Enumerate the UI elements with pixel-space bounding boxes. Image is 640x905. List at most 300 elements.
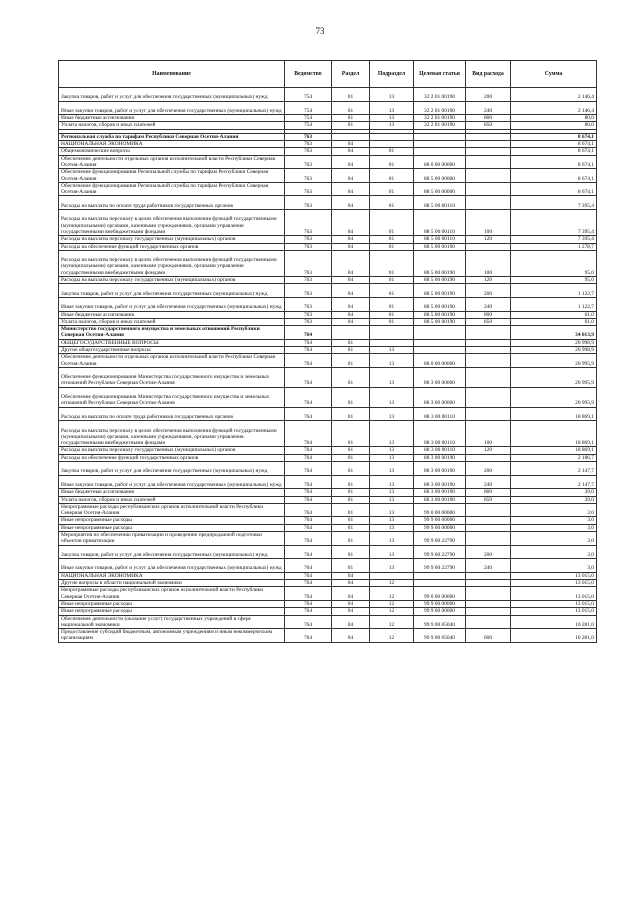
- table-row: [59, 475, 597, 489]
- cell-subsection: 13: [370, 407, 414, 421]
- cell-name: Закупка товаров, работ и услуг для обеспечения государственных (муниципальных) нужд: [59, 88, 285, 102]
- cell-department: 754: [285, 115, 332, 122]
- cell-subsection: 13: [370, 462, 414, 476]
- cell-name: ОБЩЕГОСУДАРСТВЕННЫЕ ВОПРОСЫ: [59, 339, 285, 346]
- table-row: [59, 88, 597, 102]
- cell-sum: 3,0: [511, 545, 597, 559]
- table-row: [59, 243, 597, 250]
- cell-department: 764: [285, 339, 332, 346]
- header-sum: Сумма: [511, 61, 597, 88]
- cell-expense-type: [466, 587, 511, 601]
- cell-section: 04: [332, 615, 370, 629]
- cell-expense-type: [466, 387, 511, 407]
- cell-department: 764: [285, 326, 332, 340]
- cell-department: 764: [285, 545, 332, 559]
- cell-section: 04: [332, 277, 370, 284]
- cell-sum: 18 869,1: [511, 421, 597, 447]
- cell-section: 04: [332, 629, 370, 643]
- cell-name: Иные закупки товаров, работ и услуг для обеспечения государственных (муниципальных) нужд: [59, 297, 285, 311]
- cell-subsection: 13: [370, 367, 414, 387]
- cell-name: Расходы на выплаты персоналу государственных (муниципальных) органов: [59, 277, 285, 284]
- table-row: [59, 489, 597, 496]
- cell-subsection: 01: [370, 236, 414, 243]
- cell-name: Закупка товаров, работ и услуг для обеспечения государственных (муниципальных) нужд: [59, 545, 285, 559]
- cell-name: Непрограммные расходы республиканских органов исполнительной власти Республики Северная Осетия-Алания: [59, 587, 285, 601]
- cell-department: 764: [285, 475, 332, 489]
- cell-target-article: 88 3 00 00110: [414, 407, 466, 421]
- cell-subsection: 01: [370, 148, 414, 155]
- cell-section: 01: [332, 354, 370, 368]
- cell-section: 01: [332, 489, 370, 496]
- table-row: [59, 462, 597, 476]
- cell-section: 01: [332, 475, 370, 489]
- cell-name: Расходы на выплаты персоналу государственных (муниципальных) органов: [59, 236, 285, 243]
- cell-sum: 1 122,7: [511, 284, 597, 298]
- cell-name: НАЦИОНАЛЬНАЯ ЭКОНОМИКА: [59, 572, 285, 579]
- cell-sum: 1 122,7: [511, 297, 597, 311]
- cell-expense-type: [466, 600, 511, 607]
- cell-name: Обеспечение деятельности отдельных органов исполнительной власти Республики Северная Осетия-Алания: [59, 155, 285, 169]
- header-subsection: Подраздел: [370, 61, 414, 88]
- cell-sum: 8 674,1: [511, 155, 597, 169]
- cell-name: Иные закупки товаров, работ и услуг для обеспечения государственных (муниципальных) нужд: [59, 559, 285, 573]
- table-row: [59, 210, 597, 236]
- cell-subsection: 01: [370, 311, 414, 318]
- cell-subsection: 01: [370, 182, 414, 196]
- cell-target-article: 88 3 00 00110: [414, 447, 466, 454]
- cell-target-article: 88 3 00 00190: [414, 462, 466, 476]
- cell-sum: 20 995,9: [511, 387, 597, 407]
- cell-department: 764: [285, 489, 332, 496]
- cell-target-article: 88 3 00 00190: [414, 454, 466, 461]
- table-row: [59, 580, 597, 587]
- cell-target-article: [414, 148, 466, 155]
- cell-sum: 10 281,0: [511, 615, 597, 629]
- cell-department: 764: [285, 387, 332, 407]
- table-row: [59, 615, 597, 629]
- cell-subsection: [370, 133, 414, 140]
- cell-section: 04: [332, 141, 370, 148]
- table-row: [59, 517, 597, 524]
- cell-expense-type: [466, 354, 511, 368]
- cell-subsection: 13: [370, 88, 414, 102]
- cell-subsection: 13: [370, 122, 414, 129]
- cell-target-article: 88 5 00 00190: [414, 243, 466, 250]
- cell-section: 04: [332, 587, 370, 601]
- cell-expense-type: [466, 155, 511, 169]
- cell-name: Предоставление субсидий бюджетным, автономным учреждениям и иным некоммерческим организациям: [59, 629, 285, 643]
- cell-target-article: 88 5 00 00110: [414, 236, 466, 243]
- cell-sum: 13 015,0: [511, 600, 597, 607]
- cell-department: 764: [285, 367, 332, 387]
- table-row: [59, 496, 597, 503]
- cell-target-article: 88 3 00 00000: [414, 367, 466, 387]
- cell-department: 763: [285, 318, 332, 325]
- cell-section: 04: [332, 196, 370, 210]
- cell-expense-type: 120: [466, 236, 511, 243]
- page-number: 73: [315, 26, 325, 36]
- cell-sum: 95,0: [511, 277, 597, 284]
- cell-sum: 13 015,0: [511, 608, 597, 615]
- cell-expense-type: 240: [466, 101, 511, 115]
- cell-department: 763: [285, 141, 332, 148]
- cell-subsection: 13: [370, 532, 414, 546]
- cell-section: 04: [332, 572, 370, 579]
- cell-target-article: [414, 141, 466, 148]
- table-row: [59, 122, 597, 129]
- cell-name: Обеспечение функционирования Региональной службы по тарифам Республики Северная Осетия-Алания: [59, 182, 285, 196]
- table-row: [59, 421, 597, 447]
- cell-section: 01: [332, 115, 370, 122]
- cell-subsection: 01: [370, 196, 414, 210]
- cell-section: 04: [332, 297, 370, 311]
- cell-expense-type: [466, 346, 511, 353]
- table-body: [59, 88, 597, 643]
- cell-subsection: 13: [370, 387, 414, 407]
- cell-subsection: 12: [370, 608, 414, 615]
- cell-subsection: [370, 572, 414, 579]
- table-row: [59, 559, 597, 573]
- cell-department: 763: [285, 155, 332, 169]
- table-row: [59, 169, 597, 183]
- cell-section: 01: [332, 524, 370, 531]
- cell-sum: 20 998,9: [511, 346, 597, 353]
- header-name: Наименование: [59, 61, 285, 88]
- cell-target-article: 88 3 00 00000: [414, 387, 466, 407]
- cell-expense-type: [466, 407, 511, 421]
- cell-sum: 3,0: [511, 559, 597, 573]
- cell-section: 01: [332, 503, 370, 517]
- cell-sum: 10 281,0: [511, 629, 597, 643]
- cell-target-article: 32 2 01 00190: [414, 88, 466, 102]
- cell-sum: 8 674,1: [511, 133, 597, 140]
- cell-subsection: 01: [370, 284, 414, 298]
- table-row: [59, 182, 597, 196]
- cell-target-article: 88 0 00 00000: [414, 354, 466, 368]
- cell-expense-type: 850: [466, 318, 511, 325]
- header-section: Раздел: [332, 61, 370, 88]
- cell-name: Иные бюджетные ассигнования: [59, 311, 285, 318]
- cell-subsection: 01: [370, 250, 414, 276]
- cell-department: 763: [285, 133, 332, 140]
- cell-sum: 3,0: [511, 524, 597, 531]
- cell-section: 04: [332, 210, 370, 236]
- table-row: [59, 115, 597, 122]
- cell-subsection: 13: [370, 101, 414, 115]
- cell-section: 01: [332, 367, 370, 387]
- cell-sum: 2 146,4: [511, 101, 597, 115]
- cell-target-article: 32 2 01 00190: [414, 115, 466, 122]
- cell-expense-type: 100: [466, 210, 511, 236]
- table-row: [59, 407, 597, 421]
- cell-subsection: 12: [370, 615, 414, 629]
- cell-target-article: [414, 133, 466, 140]
- cell-target-article: 99 9 00 00000: [414, 524, 466, 531]
- table-row: [59, 339, 597, 346]
- cell-subsection: 01: [370, 277, 414, 284]
- cell-section: 01: [332, 462, 370, 476]
- cell-department: 764: [285, 572, 332, 579]
- cell-name: Иные непрограммные расходы: [59, 600, 285, 607]
- cell-subsection: 13: [370, 115, 414, 122]
- cell-target-article: 99 9 00 00000: [414, 517, 466, 524]
- cell-expense-type: [466, 503, 511, 517]
- cell-expense-type: 800: [466, 311, 511, 318]
- cell-target-article: [414, 326, 466, 340]
- table-row: [59, 346, 597, 353]
- cell-expense-type: [466, 133, 511, 140]
- cell-subsection: 13: [370, 354, 414, 368]
- table-row: [59, 148, 597, 155]
- cell-sum: 20 998,9: [511, 339, 597, 346]
- cell-subsection: 12: [370, 629, 414, 643]
- cell-expense-type: 200: [466, 545, 511, 559]
- cell-sum: 7 395,4: [511, 210, 597, 236]
- cell-name: Иные закупки товаров, работ и услуг для обеспечения государственных (муниципальных) нужд: [59, 101, 285, 115]
- cell-target-article: [414, 346, 466, 353]
- cell-section: 04: [332, 182, 370, 196]
- cell-section: 04: [332, 608, 370, 615]
- cell-department: 754: [285, 122, 332, 129]
- table-row: [59, 141, 597, 148]
- cell-expense-type: [466, 524, 511, 531]
- cell-department: 763: [285, 196, 332, 210]
- cell-name: Региональная служба по тарифам Республики Северная Осетия-Алания: [59, 133, 285, 140]
- table-row: [59, 318, 597, 325]
- cell-name: Расходы на обеспечение функций государственных органов: [59, 243, 285, 250]
- cell-subsection: 01: [370, 210, 414, 236]
- cell-sum: 3,0: [511, 517, 597, 524]
- cell-sum: 7 395,4: [511, 236, 597, 243]
- cell-expense-type: [466, 326, 511, 340]
- cell-name: Уплата налогов, сборов и иных платежей: [59, 496, 285, 503]
- cell-section: 01: [332, 407, 370, 421]
- cell-expense-type: [466, 367, 511, 387]
- cell-sum: 61,0: [511, 318, 597, 325]
- table-header-row: [59, 61, 597, 88]
- cell-expense-type: 200: [466, 462, 511, 476]
- cell-target-article: 88 3 00 00190: [414, 475, 466, 489]
- cell-sum: 39,0: [511, 496, 597, 503]
- cell-subsection: 13: [370, 517, 414, 524]
- cell-subsection: 13: [370, 475, 414, 489]
- cell-department: 763: [285, 311, 332, 318]
- cell-sum: 8 674,1: [511, 169, 597, 183]
- cell-section: 01: [332, 496, 370, 503]
- cell-sum: 13 015,0: [511, 587, 597, 601]
- header-expense-type: Вид расхода: [466, 61, 511, 88]
- cell-section: 04: [332, 580, 370, 587]
- cell-section: 01: [332, 517, 370, 524]
- cell-expense-type: 600: [466, 629, 511, 643]
- cell-target-article: 88 0 00 00000: [414, 155, 466, 169]
- table-row: [59, 277, 597, 284]
- table-row: [59, 155, 597, 169]
- cell-target-article: [414, 572, 466, 579]
- cell-department: 764: [285, 407, 332, 421]
- cell-section: 01: [332, 559, 370, 573]
- cell-subsection: [370, 141, 414, 148]
- cell-department: 764: [285, 503, 332, 517]
- cell-sum: 3,0: [511, 532, 597, 546]
- cell-expense-type: 850: [466, 496, 511, 503]
- cell-section: 01: [332, 532, 370, 546]
- cell-name: Общеэкономические вопросы: [59, 148, 285, 155]
- cell-section: 04: [332, 284, 370, 298]
- cell-department: 754: [285, 101, 332, 115]
- cell-department: 763: [285, 210, 332, 236]
- cell-sum: 3,0: [511, 503, 597, 517]
- table-row: [59, 367, 597, 387]
- cell-subsection: 13: [370, 454, 414, 461]
- cell-target-article: 32 2 01 00190: [414, 101, 466, 115]
- cell-department: 764: [285, 629, 332, 643]
- cell-section: 01: [332, 454, 370, 461]
- cell-sum: 80,0: [511, 115, 597, 122]
- cell-name: Расходы на выплаты персоналу в целях обеспечения выполнения функций государственными (муниципальными) органами, казенными учреждениями, органами управления государственными внебюджетными фондами: [59, 421, 285, 447]
- budget-table: [58, 60, 597, 643]
- cell-section: 04: [332, 148, 370, 155]
- cell-expense-type: 120: [466, 277, 511, 284]
- cell-section: 01: [332, 339, 370, 346]
- cell-department: 763: [285, 250, 332, 276]
- cell-expense-type: 240: [466, 475, 511, 489]
- cell-name: Уплата налогов, сборов и иных платежей: [59, 318, 285, 325]
- cell-target-article: 88 5 00 00110: [414, 210, 466, 236]
- cell-expense-type: 120: [466, 447, 511, 454]
- cell-sum: 61,0: [511, 311, 597, 318]
- cell-name: Иные закупки товаров, работ и услуг для обеспечения государственных (муниципальных) нужд: [59, 475, 285, 489]
- cell-name: Другие вопросы в области национальной экономики: [59, 580, 285, 587]
- table-row: [59, 545, 597, 559]
- cell-expense-type: [466, 454, 511, 461]
- cell-sum: 20 995,9: [511, 354, 597, 368]
- cell-subsection: 13: [370, 346, 414, 353]
- cell-target-article: 88 5 00 00190: [414, 284, 466, 298]
- table-row: [59, 354, 597, 368]
- cell-name: Иные непрограммные расходы: [59, 517, 285, 524]
- cell-target-article: 88 5 00 00110: [414, 196, 466, 210]
- cell-expense-type: 800: [466, 115, 511, 122]
- cell-target-article: 88 5 00 00190: [414, 311, 466, 318]
- cell-name: Закупка товаров, работ и услуг для обеспечения государственных (муниципальных) нужд: [59, 462, 285, 476]
- cell-name: Иные бюджетные ассигнования: [59, 489, 285, 496]
- cell-sum: 2 147,7: [511, 475, 597, 489]
- cell-target-article: 99 9 00 22790: [414, 545, 466, 559]
- cell-target-article: 99 9 00 05040: [414, 615, 466, 629]
- cell-name: Другие общегосударственные вопросы: [59, 346, 285, 353]
- cell-department: 764: [285, 587, 332, 601]
- table-row: [59, 133, 597, 140]
- cell-name: Иные бюджетные ассигнования: [59, 115, 285, 122]
- cell-department: 763: [285, 182, 332, 196]
- cell-expense-type: [466, 532, 511, 546]
- cell-department: 764: [285, 559, 332, 573]
- cell-subsection: 13: [370, 503, 414, 517]
- cell-name: Иные непрограммные расходы: [59, 524, 285, 531]
- cell-sum: 13 015,0: [511, 580, 597, 587]
- cell-name: НАЦИОНАЛЬНАЯ ЭКОНОМИКА: [59, 141, 285, 148]
- cell-expense-type: [466, 517, 511, 524]
- table-row: [59, 503, 597, 517]
- cell-name: Расходы на выплаты по оплате труда работников государственных органов: [59, 196, 285, 210]
- cell-target-article: 88 3 00 00110: [414, 421, 466, 447]
- cell-section: 04: [332, 155, 370, 169]
- cell-subsection: [370, 339, 414, 346]
- table-row: [59, 587, 597, 601]
- cell-sum: 8 674,1: [511, 141, 597, 148]
- cell-name: Обеспечение функционирования Региональной службы по тарифам Республики Северная Осетия-Алания: [59, 169, 285, 183]
- header-target-article: Целевая статья: [414, 61, 466, 88]
- cell-subsection: 01: [370, 169, 414, 183]
- cell-section: 01: [332, 447, 370, 454]
- cell-department: 764: [285, 608, 332, 615]
- cell-department: 764: [285, 524, 332, 531]
- table-row: [59, 250, 597, 276]
- cell-section: 01: [332, 122, 370, 129]
- cell-department: 763: [285, 297, 332, 311]
- cell-section: 04: [332, 250, 370, 276]
- cell-sum: 2 147,7: [511, 462, 597, 476]
- table-row: [59, 608, 597, 615]
- cell-sum: 8 674,1: [511, 182, 597, 196]
- cell-target-article: [414, 580, 466, 587]
- cell-expense-type: 240: [466, 559, 511, 573]
- cell-name: Мероприятия по обеспечению приватизации и проведению предпродажной подготовки объектов приватизации: [59, 532, 285, 546]
- cell-section: 01: [332, 346, 370, 353]
- cell-expense-type: [466, 615, 511, 629]
- cell-department: 754: [285, 88, 332, 102]
- cell-sum: 2 146,4: [511, 88, 597, 102]
- cell-expense-type: 850: [466, 122, 511, 129]
- cell-expense-type: 200: [466, 88, 511, 102]
- cell-name: Обеспечение функционирования Министерства государственного имущества и земельных отношений Республики Северная Осетия-Алания: [59, 387, 285, 407]
- cell-name: Обеспечение функционирования Министерства государственного имущества и земельных отношений Республики Северная Осетия-Алания: [59, 367, 285, 387]
- cell-department: 763: [285, 284, 332, 298]
- cell-sum: 20 995,9: [511, 367, 597, 387]
- cell-department: 763: [285, 169, 332, 183]
- cell-expense-type: [466, 580, 511, 587]
- cell-section: 04: [332, 169, 370, 183]
- cell-target-article: 88 3 00 00190: [414, 489, 466, 496]
- cell-subsection: 12: [370, 600, 414, 607]
- table-row: [59, 311, 597, 318]
- cell-target-article: 99 9 00 05040: [414, 629, 466, 643]
- cell-target-article: 99 9 00 22790: [414, 532, 466, 546]
- cell-subsection: 13: [370, 489, 414, 496]
- cell-sum: 2 186,7: [511, 454, 597, 461]
- cell-name: Расходы на выплаты персоналу государственных (муниципальных) органов: [59, 447, 285, 454]
- cell-expense-type: [466, 572, 511, 579]
- cell-department: 763: [285, 236, 332, 243]
- cell-name: Непрограммные расходы республиканских органов исполнительной власти Республики Северная Осетия-Алания: [59, 503, 285, 517]
- cell-target-article: 88 5 00 00190: [414, 297, 466, 311]
- table-row: [59, 454, 597, 461]
- cell-section: 01: [332, 88, 370, 102]
- cell-expense-type: [466, 608, 511, 615]
- cell-sum: 18 869,1: [511, 407, 597, 421]
- cell-expense-type: [466, 169, 511, 183]
- table-row: [59, 284, 597, 298]
- cell-sum: 7 395,4: [511, 196, 597, 210]
- cell-name: Обеспечение деятельности (оказание услуг) государственных учреждений в сфере национальной экономики: [59, 615, 285, 629]
- table-row: [59, 532, 597, 546]
- cell-sum: 80,0: [511, 122, 597, 129]
- cell-section: 04: [332, 318, 370, 325]
- cell-expense-type: 100: [466, 421, 511, 447]
- table-row: [59, 600, 597, 607]
- cell-subsection: 01: [370, 297, 414, 311]
